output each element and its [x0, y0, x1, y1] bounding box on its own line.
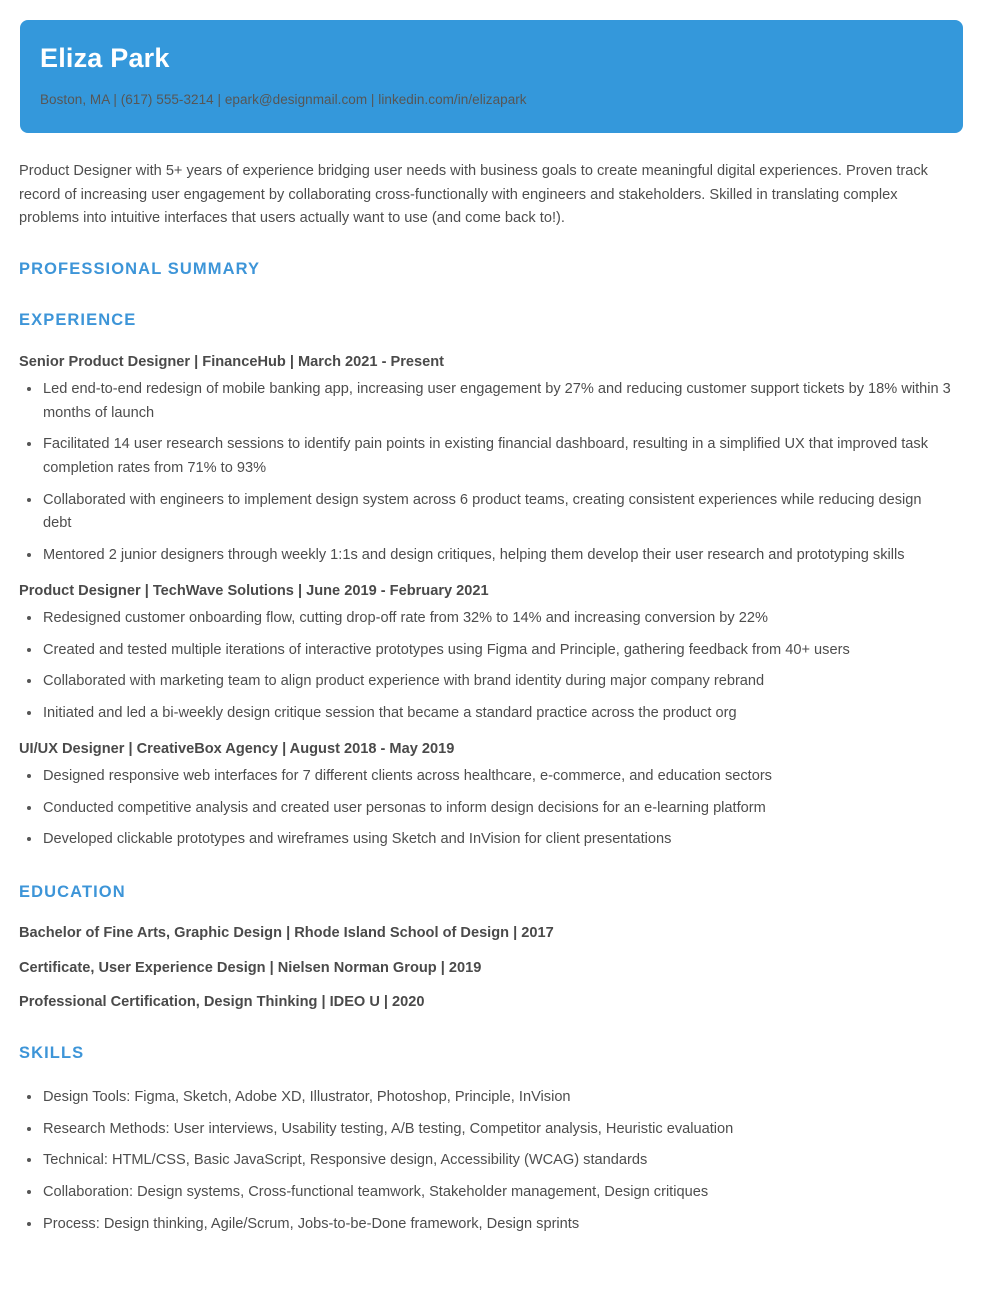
list-item: Redesigned customer onboarding flow, cutting drop-off rate from 32% to 14% and increasing conversion by 22% — [19, 607, 951, 631]
list-item: Designed responsive web interfaces for 7 different clients across healthcare, e-commerce, and education sectors — [19, 765, 951, 789]
section-heading-professional-summary: PROFESSIONAL SUMMARY — [19, 259, 261, 278]
experience-entry-bullets — [19, 607, 951, 726]
experience-section-body — [19, 352, 951, 852]
experience-entry-title: Product Designer | TechWave Solutions | June 2019 - February 2021 — [19, 582, 489, 599]
list-item: Collaboration: Design systems, Cross-functional teamwork, Stakeholder management, Design critiques — [19, 1181, 951, 1205]
resume-page — [0, 20, 989, 1300]
experience-entry-title: UI/UX Designer | CreativeBox Agency | August 2018 - May 2019 — [19, 740, 455, 757]
section-heading-education: EDUCATION — [19, 882, 126, 901]
list-item: Design Tools: Figma, Sketch, Adobe XD, Illustrator, Photoshop, Principle, InVision — [19, 1086, 951, 1110]
list-item: Process: Design thinking, Agile/Scrum, Jobs-to-be-Done framework, Design sprints — [19, 1213, 951, 1237]
education-entry: Professional Certification, Design Thinking | IDEO U | 2020 — [19, 994, 425, 1011]
list-item: Led end-to-end redesign of mobile banking app, increasing user engagement by 27% and reducing customer support tickets by 18% within 3 months of launch — [19, 378, 951, 425]
list-item: Mentored 2 junior designers through weekly 1:1s and design critiques, helping them develop their user research and prototyping skills — [19, 544, 951, 568]
list-item: Technical: HTML/CSS, Basic JavaScript, Responsive design, Accessibility (WCAG) standards — [19, 1149, 951, 1173]
list-item: Collaborated with engineers to implement design system across 6 product teams, creating consistent experiences while reducing design debt — [19, 489, 951, 536]
experience-entry-bullets — [19, 765, 951, 852]
contact-info-line: Boston, MA | (617) 555-3214 | epark@designmail.com | linkedin.com/in/elizapark — [40, 92, 527, 108]
experience-entry — [19, 352, 951, 568]
list-item: Collaborated with marketing team to align product experience with brand identity during major company rebrand — [19, 670, 951, 694]
list-item: Developed clickable prototypes and wireframes using Sketch and InVision for client presentations — [19, 828, 951, 852]
section-heading-skills: SKILLS — [19, 1043, 85, 1062]
experience-entry — [19, 739, 951, 852]
summary-paragraph: Product Designer with 5+ years of experience bridging user needs with business goals to create meaningful digital experiences. Proven track record of increasing user engagement by collaborating cross-functionally with engineers and stakeholders. Skilled in translating complex problems into intuitive interfaces that users actually want to use (and come back to!). — [19, 162, 928, 227]
list-item: Conducted competitive analysis and created user personas to inform design decisions for an e-learning platform — [19, 797, 951, 821]
experience-entry-title: Senior Product Designer | FinanceHub | March 2021 - Present — [19, 353, 445, 370]
experience-entry — [19, 581, 951, 726]
experience-entry-bullets — [19, 378, 951, 567]
list-item: Initiated and led a bi-weekly design critique session that became a standard practice across the product org — [19, 702, 951, 726]
list-item: Research Methods: User interviews, Usability testing, A/B testing, Competitor analysis, Heuristic evaluation — [19, 1118, 951, 1142]
resume-header-banner — [20, 20, 963, 133]
section-heading-experience: EXPERIENCE — [19, 311, 137, 330]
list-item: Facilitated 14 user research sessions to identify pain points in existing financial dashboard, resulting in a simplified UX that improved task completion rates from 71% to 93% — [19, 433, 951, 480]
candidate-name: Eliza Park — [40, 43, 170, 73]
education-section-body — [19, 923, 951, 1012]
resume-content — [0, 160, 989, 1236]
skills-list — [19, 1086, 951, 1236]
skills-section-body — [19, 1086, 951, 1236]
education-entry: Certificate, User Experience Design | Nielsen Norman Group | 2019 — [19, 959, 482, 976]
education-entry: Bachelor of Fine Arts, Graphic Design | Rhode Island School of Design | 2017 — [19, 925, 554, 942]
list-item: Created and tested multiple iterations of interactive prototypes using Figma and Principle, gathering feedback from 40+ users — [19, 639, 951, 663]
